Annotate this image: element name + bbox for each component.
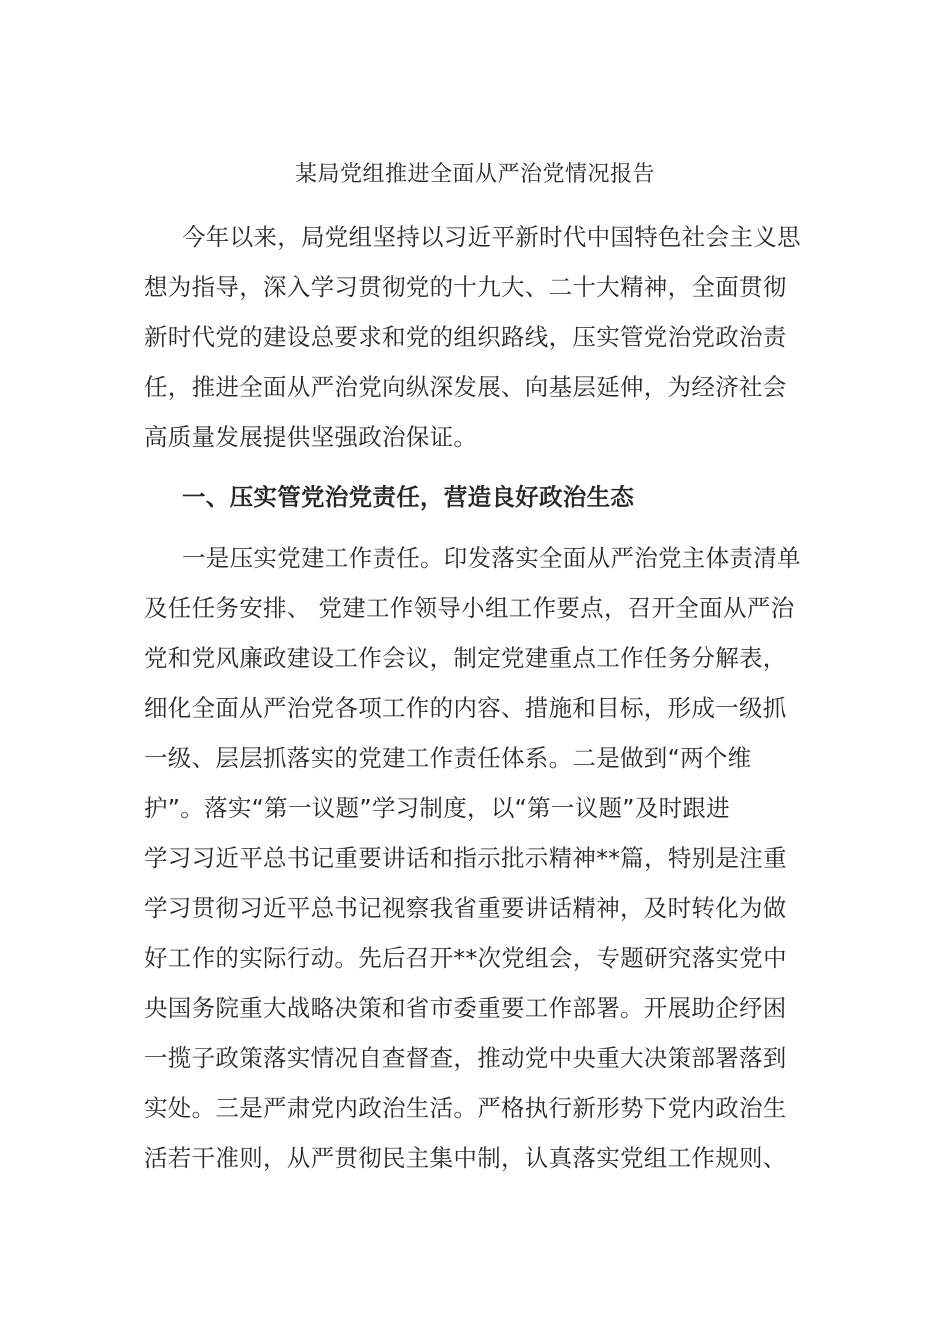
paragraph-line: 高质量发展提供坚强政治保证。 xyxy=(144,423,478,451)
paragraph-line: 活若干准则，从严贯彻民主集中制，认真落实党组工作规则、 xyxy=(144,1144,787,1172)
paragraph-line: 学习习近平总书记重要讲话和指示批示精神**篇，特别是注重 xyxy=(144,844,787,872)
paragraph-line: 学习贯彻习近平总书记视察我省重要讲话精神，及时转化为做 xyxy=(144,894,787,922)
paragraph-line: 护”。落实“第一议题”学习制度，以“第一议题”及时跟进 xyxy=(144,794,730,822)
paragraph-line: 任，推进全面从严治党向纵深发展、向基层延伸，为经济社会 xyxy=(144,373,787,401)
paragraph-line: 细化全面从严治党各项工作的内容、措施和目标，形成一级抓 xyxy=(144,694,787,722)
paragraph-line: 一是压实党建工作责任。印发落实全面从严治党主体责清单 xyxy=(182,544,801,572)
section-heading-text: 一、压实管党治党责任，营造良好政治生态 xyxy=(182,483,635,511)
paragraph-line: 一级、层层抓落实的党建工作责任体系。二是做到“两个维 xyxy=(144,744,752,772)
paragraph-line: 今年以来，局党组坚持以习近平新时代中国特色社会主义思 xyxy=(182,223,801,251)
paragraph-line: 及任任务安排、 党建工作领导小组工作要点，召开全面从严治 xyxy=(144,594,795,622)
paragraph-line: 实处。三是严肃党内政治生活。严格执行新形势下党内政治生 xyxy=(144,1094,787,1122)
paragraph-line: 一揽子政策落实情况自查督查，推动党中央重大决策部署落到 xyxy=(144,1044,787,1072)
paragraph-line: 新时代党的建设总要求和党的组织路线，压实管党治党政治责 xyxy=(144,323,787,351)
section-paragraph xyxy=(144,533,808,1183)
document-title: 某局党组推进全面从严治党情况报告 xyxy=(294,162,655,187)
paragraph-line: 党和党风廉政建设工作会议，制定党建重点工作任务分解表， xyxy=(144,644,787,672)
intro-paragraph xyxy=(144,212,808,462)
paragraph-line: 好工作的实际行动。先后召开**次党组会，专题研究落实党中 xyxy=(144,944,787,972)
paragraph-line: 央国务院重大战略决策和省市委重要工作部署。开展助企纾困 xyxy=(144,994,787,1022)
section-heading xyxy=(144,472,808,522)
paragraph-line: 想为指导，深入学习贯彻党的十九大、二十大精神，全面贯彻 xyxy=(144,273,787,301)
